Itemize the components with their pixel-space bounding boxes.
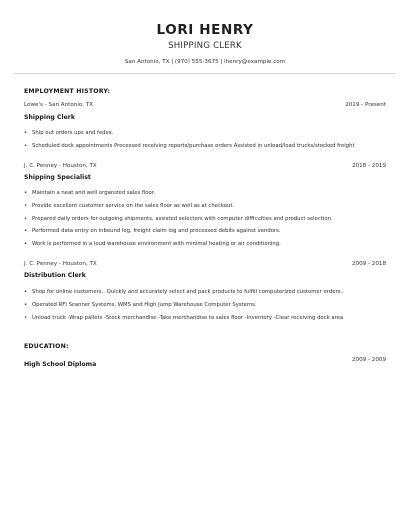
bullet-icon: • [24, 301, 28, 308]
job-company: J. C. Penney - Houston, TX [24, 261, 97, 267]
list-item [24, 130, 386, 136]
job-dates: 2009 - 2018 [351, 261, 386, 267]
bullet-text: Work is performed in a loud warehouse environment with minimal heating or air conditioning. [32, 241, 281, 248]
list-item [24, 289, 386, 295]
candidate-name: LORI HENRY [156, 22, 254, 38]
job-role: Shipping Specialist [24, 174, 91, 181]
bullet-icon: • [24, 130, 28, 136]
bullet-icon: • [24, 190, 28, 196]
bullet-icon: • [24, 215, 28, 222]
job-company: Lowe's - San Antonio, TX [24, 102, 94, 108]
bullet-icon: • [24, 289, 28, 295]
bullet-icon: • [24, 228, 28, 235]
bullet-text: Provide excellent customer service on the sales floor as well as at checkout. [32, 202, 235, 209]
bullet-icon: • [24, 143, 28, 149]
job-company: J. C. Penney - Houston, TX [24, 163, 97, 169]
education-degree: High School Diploma [24, 361, 97, 368]
bullet-icon: • [24, 241, 28, 248]
job-role: Shipping Clerk [24, 114, 75, 121]
job-bullets [24, 190, 386, 247]
list-item [24, 203, 386, 209]
contact-line: San Antonio, TX | (970) 555-3675 | lhenry@example.com [124, 59, 286, 65]
bullet-text: Unload truck -Wrap pallets -Stock merchandise -Take merchandise to sales floor -Inventory -Clear receiving dock area [32, 314, 344, 321]
job-bullets [24, 289, 386, 321]
bullet-icon: • [24, 314, 28, 321]
list-item [24, 302, 386, 308]
employment-heading: EMPLOYMENT HISTORY: [24, 88, 111, 95]
bullet-text: Scheduled dock appointments Processed receiving reports/purchase orders Assisted in unload/load trucks/stocked freight [32, 143, 355, 149]
list-item [24, 315, 386, 321]
job-dates: 2019 - Present [345, 102, 386, 108]
job-role: Distribution Clerk [24, 272, 86, 279]
header-divider [14, 73, 396, 74]
list-item [24, 216, 386, 222]
list-item [24, 241, 386, 247]
list-item [24, 190, 386, 196]
bullet-text: Maintain a neat and well organized sales floor. [32, 190, 156, 196]
bullet-text: Operated RFI Scanner Systems, WMS and High Jump Warehouse Computer Systems. [32, 301, 257, 308]
education-dates: 2009 - 2009 [351, 357, 386, 363]
job-dates: 2018 - 2019 [351, 163, 386, 169]
job-bullets [24, 130, 386, 149]
bullet-text: Performed data entry on inbound log, freight claim log and processed debits against vendors. [32, 228, 281, 235]
candidate-title: SHIPPING CLERK [168, 41, 242, 51]
list-item [24, 228, 386, 234]
bullet-icon: • [24, 202, 28, 209]
bullet-text: Shop for online customers.. Quickly and accurately select and pack products to fulfill computerized customer orders.. [32, 289, 344, 295]
education-heading: EDUCATION: [24, 343, 69, 350]
bullet-text: Prepared daily orders for outgoing shipments, assisted selectors with computer difficulties and product selection. [32, 215, 333, 222]
list-item [24, 143, 386, 149]
bullet-text: Ship out orders ups and fedex. [32, 130, 114, 136]
